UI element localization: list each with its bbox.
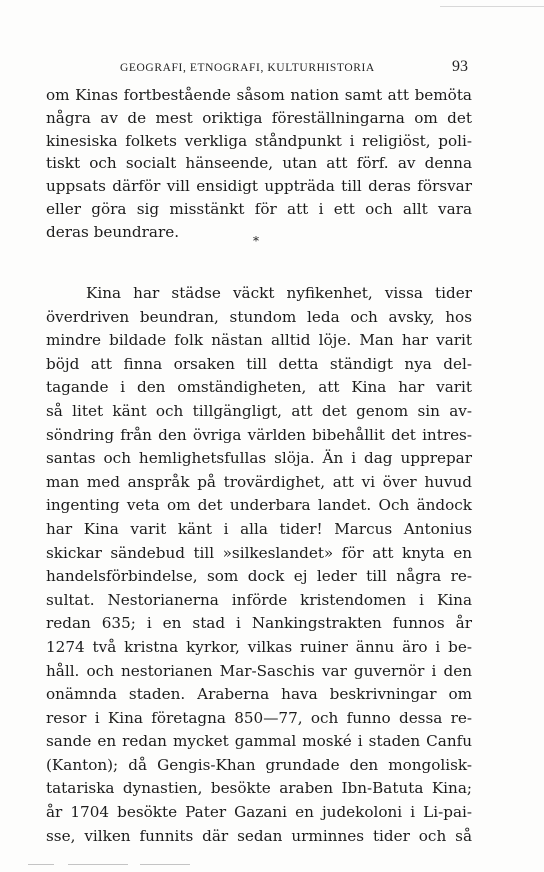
text-line: man med anspråk på trovärdighet, att vi över huvud: [46, 472, 472, 491]
paragraph-main: [46, 282, 472, 848]
text-line: håll. och nestorianen Mar-Saschis var guvernör i den: [46, 661, 472, 680]
text-line: sse, vilken funnits där sedan urminnes tider och så: [46, 826, 472, 845]
text-line: om Kinas fortbestående såsom nation samt att bemöta: [46, 86, 472, 104]
text-line: sultat. Nestorianerna införde kristendomen i Kina: [46, 590, 472, 609]
text-line: onämnda staden. Araberna hava beskrivningar om: [46, 685, 472, 704]
text-line: har Kina varit känt i alla tider! Marcus Antonius: [46, 519, 472, 538]
text-line: Kina har städse väckt nyfikenhet, vissa tider: [86, 284, 472, 302]
text-line: tatariska dynastien, besökte araben Ibn-Batuta Kina;: [46, 779, 472, 798]
bottom-edge-mark: [28, 864, 54, 865]
text-line: sande en redan mycket gammal moské i staden Canfu: [46, 732, 472, 751]
text-line: santas och hemlighetsfullas slöja. Än i dag upprepar: [46, 449, 472, 468]
text-line: resor i Kina företagna 850—77, och funno dessa re-: [46, 708, 472, 727]
text-line: tiskt och socialt hänseende, utan att förf. av denna: [46, 154, 472, 173]
text-line: år 1704 besökte Pater Gazani en judekoloni i Li-pai-: [46, 803, 472, 822]
top-edge-rule: [440, 6, 544, 7]
text-line: ingenting veta om det underbara landet. Och ändock: [46, 496, 472, 515]
text-line: några av de mest oriktiga föreställningarna om det: [46, 108, 472, 127]
text-line: överdriven beundran, stundom leda och avsky, hos: [46, 307, 472, 326]
text-line: deras beundrare.: [46, 222, 180, 241]
text-line: mindre bildade folk nästan alltid löje. Man har varit: [46, 331, 472, 350]
page-number: 93: [452, 58, 468, 75]
section-separator-asterisk: *: [253, 234, 259, 248]
text-line: uppsats därför vill ensidigt uppträda till deras försvar: [46, 177, 472, 196]
text-line: redan 635; i en stad i Nankingstrakten funnos år: [46, 614, 472, 633]
bottom-edge-mark: [68, 864, 128, 865]
text-line: söndring från den övriga världen bibehållit det intres-: [46, 425, 472, 444]
text-line: så litet känt och tillgängligt, att det genom sin av-: [46, 401, 472, 420]
text-line: 1274 två kristna kyrkor, vilkas ruiner ännu äro i be-: [46, 637, 472, 656]
text-line: skickar sändebud till »silkeslandet» för att knyta en: [46, 543, 472, 562]
text-line: kinesiska folkets verkliga ståndpunkt i religiöst, poli-: [46, 131, 472, 150]
text-line: (Kanton); då Gengis-Khan grundade den mongolisk-: [46, 755, 472, 774]
text-line: böjd att finna orsaken till detta ständigt nya del-: [46, 354, 472, 373]
bottom-edge-mark: [140, 864, 190, 865]
text-line: handelsförbindelse, som dock ej leder till några re-: [46, 567, 472, 586]
text-line: tagande i den omständigheten, att Kina har varit: [46, 378, 472, 397]
running-head: GEOGRAFI, ETNOGRAFI, KULTURHISTORIA: [120, 62, 375, 74]
text-line: eller göra sig misstänkt för att i ett och allt vara: [46, 199, 472, 218]
paragraph-continuation: [46, 84, 472, 244]
